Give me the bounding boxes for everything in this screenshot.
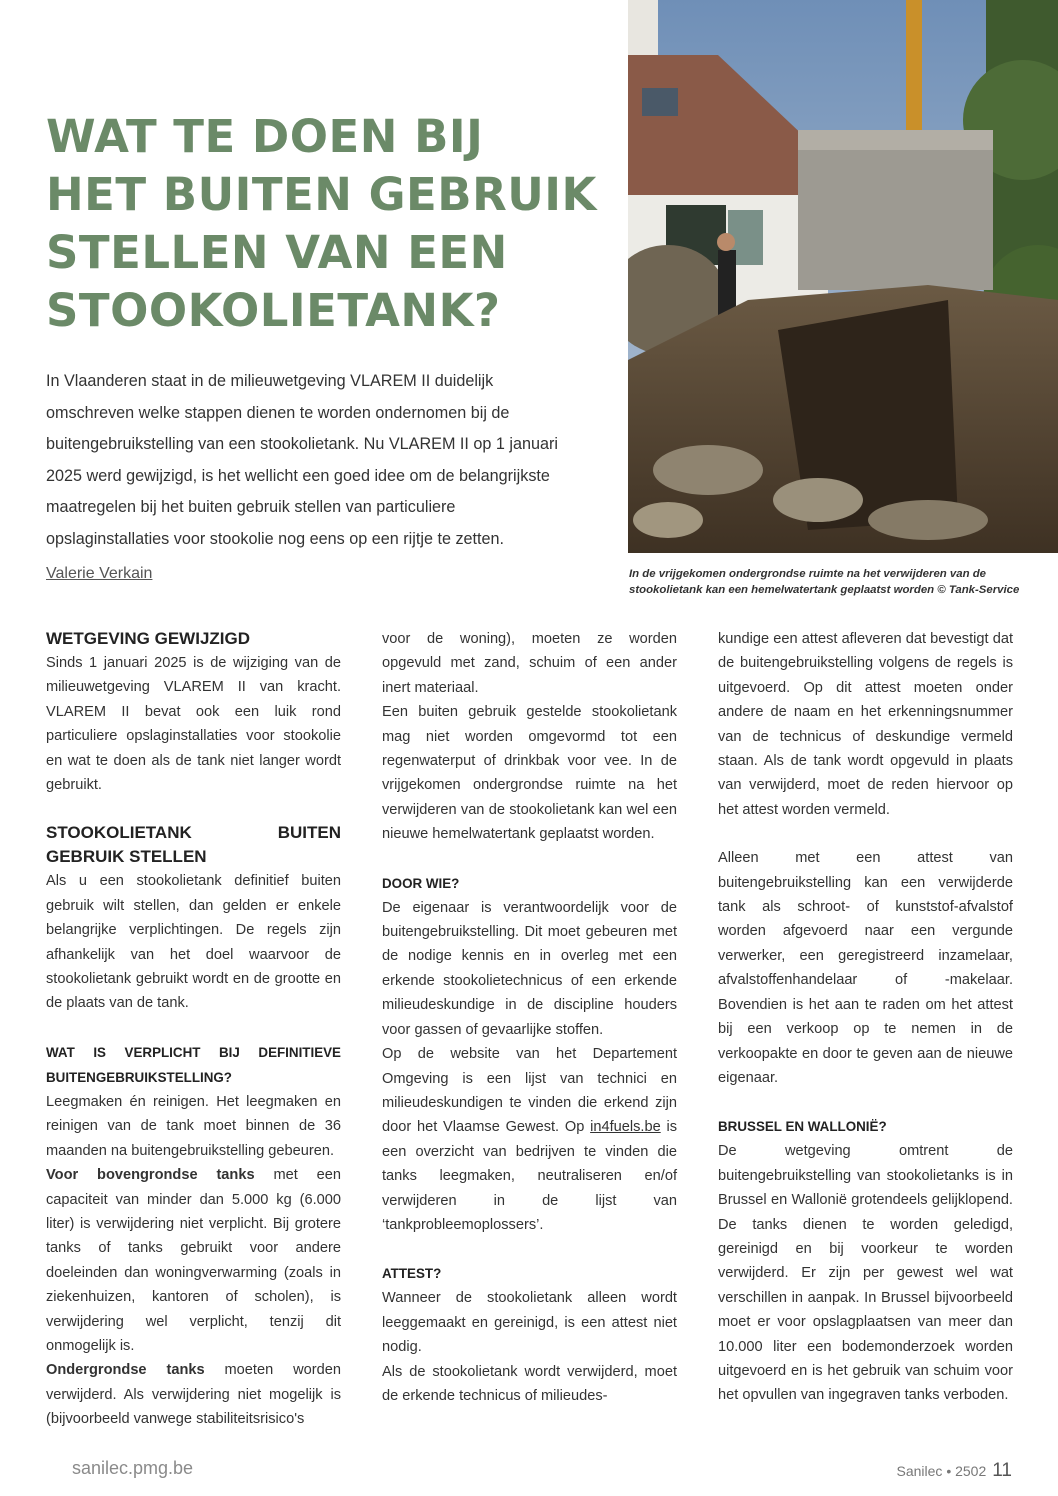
footer-issue xyxy=(897,1460,1012,1482)
column-2 xyxy=(382,627,677,1408)
heading-buiten-gebruik: STOOKOLIETANK BUITEN GEBRUIK STELLEN xyxy=(46,823,341,867)
paragraph-bovengronds xyxy=(46,1163,341,1358)
paragraph-attest-continued: kundige een attest afleveren dat bevestigt dat de buitengebruikstelling volgens de regels is uitgevoerd. Op dit attest moeten onder andere de naam en het erkenningsnummer van de technicus of deskundige vermeld staan. Als de tank wordt opgevuld in plaats van verwijderd, moet de reden hiervoor op het attest worden vermeld. xyxy=(718,631,1013,818)
photo-caption: In de vrijgekomen ondergrondse ruimte na het verwijderen van de stookolietank kan een hemelwatertank geplaatst worden © Tank-Service xyxy=(629,568,1020,596)
text-ondergronds: moeten worden verwijderd. Als verwijdering niet mogelijk is (bijvoorbeeld vanwege stabiliteitsrisico's xyxy=(46,1362,341,1428)
in4fuels-link[interactable]: in4fuels.be xyxy=(590,1119,661,1136)
paragraph-brussel-wallonie: De wetgeving omtrent de buitengebruikstelling van stookolietanks is in Brussel en Wallonië grotendeels gelijklopend. De tanks dienen te worden geledigd, gereinigd en bij voorkeur te worden verwijderd. Er zijn per gewest wel wat verschillen in aanpak. In Brussel bijvoorbeeld moet er voor opslagplaatsen van meer dan 10.000 liter een bodemonderzoek worden uitgevoerd en is het gebruik van schuim voor het opvullen van ingegraven tanks verboden. xyxy=(718,1143,1013,1404)
paragraph-alleen: Alleen met een attest van buitengebruikstelling kan een verwijderde tank als schroot- of kunststof-afvalstof worden afgevoerd naar een vergunde verwerker, een geregistreerd inzamelaar, afvalstoffenhandelaar of -makelaar. Bovendien is het aan te raden om het attest bij een verkoop op te nemen in de verkoopakte en door te geven aan de nieuwe eigenaar. xyxy=(718,850,1013,1086)
paragraph-ondergronds xyxy=(46,1358,341,1431)
column-1 xyxy=(46,627,341,1432)
heading-brussel-wallonie: BRUSSEL EN WALLONIË? xyxy=(718,1119,887,1135)
footer-issue-label: Sanilec • 2502 xyxy=(896,1463,987,1479)
paragraph-attest-2: Als de stookolietank wordt verwijderd, moet de erkende technicus of milieudes- xyxy=(382,1363,677,1404)
headline-line-3: STELLEN VAN EEN xyxy=(46,226,508,279)
paragraph-continued: voor de woning), moeten ze worden opgevuld met zand, schuim of een ander inert materiaal. xyxy=(382,631,677,696)
article-photo xyxy=(628,0,1058,553)
heading-wetgeving: WETGEVING GEWIJZIGD xyxy=(46,629,251,648)
heading-door-wie: DOOR WIE? xyxy=(382,875,460,891)
paragraph-wetgeving: Sinds 1 januari 2025 is de wijziging van de milieuwetgeving VLAREM II van kracht. VLAREM II bevat ook een luik rond particuliere opslaginstallaties voor stookolie en wat te doen als de tank niet langer wordt gebruikt. xyxy=(46,655,341,794)
text-website-2: is een overzicht van bedrijven te vinden die tanks leegmaken, neutraliseren en/of verwijderen in de lijst van ‘tankprobleemoplossers’. xyxy=(382,1119,678,1233)
heading-attest: ATTEST? xyxy=(382,1266,442,1282)
intro-paragraph: In Vlaanderen staat in de milieuwetgeving VLAREM II duidelijk omschreven welke stappen dienen te worden ondernomen bij de buitengebruikstelling van een stookolietank. Nu VLAREM II op 1 januari 2025 werd gewijzigd, is het wellicht een goed idee om de belangrijkste maatregelen bij het buiten gebruik stellen van particuliere opslaginstallaties voor stookolie nog eens op een rijtje te zetten. xyxy=(46,372,559,548)
author-link[interactable]: Valerie Verkain xyxy=(46,565,153,582)
headline xyxy=(46,108,606,340)
headline-line-2: HET BUITEN GEBRUIK xyxy=(46,168,597,221)
paragraph-door-wie: De eigenaar is verantwoordelijk voor de buitengebruikstelling. Dit moet gebeuren met de nodige kennis en in overleg met een erkende stookolietechnicus of een erkende milieudeskundige in de discipline houders voor gassen of gevaarlijke stoffen. xyxy=(382,899,677,1038)
paragraph-attest-1: Wanneer de stookolietank alleen wordt leeggemaakt en gereinigd, is een attest niet nodig. xyxy=(382,1290,677,1356)
column-3 xyxy=(718,627,1013,1408)
text-bovengronds: met een capaciteit van minder dan 5.000 kg (6.000 liter) is verwijdering niet verplicht. Bij grotere tanks of tanks gebruikt voor andere doeleinden dan woningverwarming (zoals in ziekenhuizen, kantoren of scholen), is verwijdering wel verplicht, tenzij dit onmogelijk is. xyxy=(46,1167,341,1354)
bold-bovengronds: Voor bovengrondse tanks xyxy=(46,1167,255,1184)
heading-verplicht: WAT IS VERPLICHT BIJ DEFINITIEVE BUITENGEBRUIKSTELLING? xyxy=(46,1044,341,1085)
headline-line-1: WAT TE DOEN BIJ xyxy=(46,110,484,163)
text-website: Op de website van het Departement Omgeving is een lijst van technici en milieudeskundigen te vinden die erkend zijn door het Vlaamse Gewest. Op xyxy=(382,1046,677,1136)
bold-ondergronds: Ondergrondse tanks xyxy=(46,1362,205,1379)
paragraph-buiten-gebruik: Als u een stookolietank definitief buiten gebruik wilt stellen, dan gelden er enkele belangrijke verplichtingen. De regels zijn afhankelijk van het doel waarvoor de stookolietank gebruikt wordt en de grootte en de plaats van de tank. xyxy=(46,873,341,1012)
footer-site[interactable]: sanilec.pmg.be xyxy=(72,1458,194,1478)
page-number: 11 xyxy=(992,1460,1012,1481)
paragraph-leegmaken: Leegmaken én reinigen. Het leegmaken en reinigen van de tank moet binnen de 36 maanden na buitengebruikstelling gebeuren. xyxy=(46,1093,341,1159)
paragraph-omvormen: Een buiten gebruik gestelde stookolietank mag niet worden omgevormd tot een regenwaterput of drinkbak voor vee. In de vrijgekomen ondergrondse ruimte na het verwijderen van de stookolietank kan wel een nieuwe hemelwatertank geplaatst worden. xyxy=(382,704,677,843)
headline-line-4: STOOKOLIETANK? xyxy=(46,284,501,337)
paragraph-website xyxy=(382,1042,677,1237)
